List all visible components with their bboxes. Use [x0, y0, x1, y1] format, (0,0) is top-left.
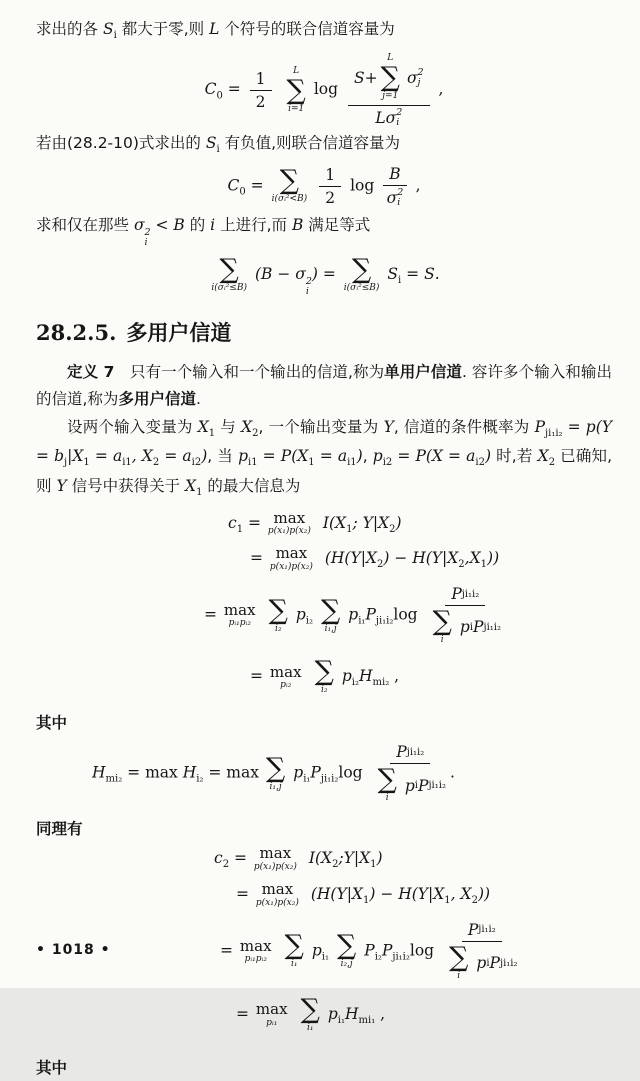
equation-c1-line2: = max p(x₁)p(x₂) $(H(Y|X_2) - H(Y|X_2,X_1))$	[250, 544, 500, 572]
paragraph-channel-setup: 设两个输入变量为 $X_1$ 与 $X_2$, 一个输出变量为 Y, 信道的条件概率为 $P_{ji_1i_2} = p(Y = b_j|X_1 = a_{i1}$, $X_2 = a_{i2}$), 当 $p_{i1} = P(X_1 = a_{i1})$, $p_{i2} = P(X = a_{i2})$ 时,若 $X_2$ 已确知,则 Y 信号中获得关于 $X_1$ 的最大信息为	[36, 418, 613, 498]
formula-capacity-waterfilling: $C_0$ = ∑ i(σᵢ²<B) $\frac{1}{2}$ log B σ 2 i ,	[227, 164, 421, 208]
paragraph-negative-si: 若由(28.2-10)式求出的 $S_i$ 有负值,则联合信道容量为	[36, 133, 401, 155]
equation-c2-line4: = max pᵢ₁ ∑ i₁ $p_{i_1}H_{mi_1}$ ,	[236, 994, 386, 1034]
equation-c2-line1: $c_2$ = max p(x₁)p(x₂) $I(X_2;Y|X_1)$	[214, 844, 383, 872]
equation-c2-line2: = max p(x₁)p(x₂) ($H(Y|X_1) - H(Y|X_1$, $X_2$))	[236, 880, 491, 908]
equation-c2-line3: = max pᵢ₁pᵢ₂ ∑ i₁ $p_{i_1}$ ∑ i₂,j $P_{i_2}P_{ji_1i_2}\log$ P ji₁i₂ ∑ i p i P ji₁i₂	[220, 920, 518, 981]
page-number: • 1018 •	[36, 942, 111, 958]
label-where-1: 其中	[36, 713, 68, 732]
formula-joint-channel-capacity: $C_0$ = $\frac{1}{2}$ L ∑ i=1 log S + L ∑ j=1 σ 2 j Lσ 2 i ,	[204, 53, 444, 128]
section-heading	[36, 317, 612, 347]
paragraph-positive-si: 求出的各 $S_i$ 都大于零,则 L 个符号的联合信道容量为	[36, 20, 395, 42]
equation-c1-line3: = max pᵢ₁pᵢ₂ ∑ i₂ $p_{i_2}$ ∑ i₁,j $p_{i_1}P_{ji_1i_2}\log$ P ji₁i₂ ∑ i p i P ji₁i₂	[204, 585, 501, 646]
label-where-2: 其中	[36, 1059, 68, 1078]
label-similarly: 同理有	[36, 819, 83, 838]
section-title: 多用户信道	[126, 320, 232, 345]
derivation-c1	[36, 510, 612, 697]
equation-c1-line1: $c_1$ = max p(x₁)p(x₂) $I(X_1$; $Y|X_2$)	[228, 508, 402, 537]
paragraph-sum-condition: 求和仅在那些 σ 2 i < B 的 i 上进行,而 B 满足等式	[36, 215, 371, 248]
derivation-c2	[36, 845, 612, 1034]
formula-b-constraint: ∑ i(σᵢ²≤B) (B − σ 2 i ) = ∑ i(σᵢ²≤B) $S_i = S$.	[211, 253, 440, 297]
section-number: 28.2.5.	[36, 319, 117, 345]
paragraph-definition-7: 定义 7 只有一个输入和一个输出的信道,称为单用户信道. 容许多个输入和输出的信道,称为多用户信道.	[36, 362, 612, 409]
equation-c1-line4: = max pᵢ₂ ∑ i₂ $p_{i_2}H_{mi_2}$ ,	[250, 656, 400, 696]
formula-hmi2: $H_{mi_2} = \max H_{i_2} = \max$ ∑ i₁,j $p_{i_1}P_{ji_1i_2}\log$ P ji₁i₂ ∑ i p i P ji₁i₂ .	[92, 743, 455, 804]
